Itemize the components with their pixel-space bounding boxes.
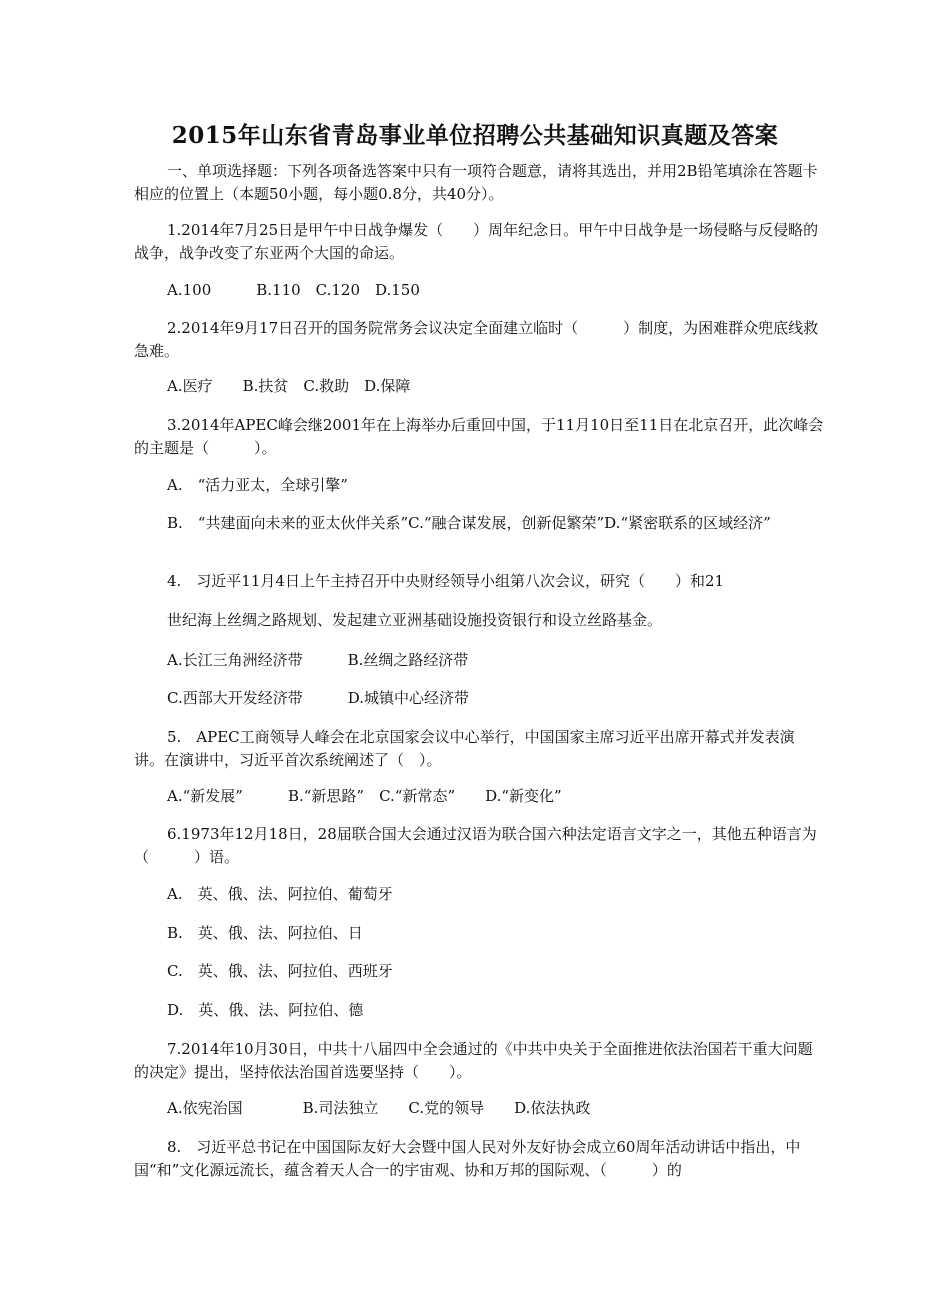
question-5-stem: 5. APEC工商领导人峰会在北京国家会议中心举行，中国国家主席习近平出席开幕式并发表演讲。在演讲中，习近平首次系统阐述了（ ）。: [134, 728, 795, 769]
question-1-options: A.100 B.110 C.120 D.150: [167, 281, 420, 299]
question-4-stem-line2: 世纪海上丝绸之路规划、发起建立亚洲基础设施投资银行和设立丝路基金。: [167, 611, 663, 629]
question-4-options-ab: A.长江三角洲经济带 B.丝绸之路经济带: [167, 651, 469, 669]
question-6-stem: 6.1973年12月18日，28届联合国大会通过汉语为联合国六种法定语言文字之一，其他五种语言为（ ）语。: [134, 825, 817, 866]
question-4-stem-line1: 4. 习近平11月4日上午主持召开中央财经领导小组第八次会议，研究（ ）和21: [167, 572, 725, 590]
question-4-options-cd: C.西部大开发经济带 D.城镇中心经济带: [167, 689, 469, 707]
document-title: 2015年山东省青岛事业单位招聘公共基础知识真题及答案: [171, 122, 779, 149]
question-2-stem: 2.2014年9月17日召开的国务院常务会议决定全面建立临时（ ）制度，为困难群众兜底线救急难。: [134, 319, 819, 360]
question-6-option-d: D. 英、俄、法、阿拉伯、德: [167, 1001, 364, 1019]
question-7-stem: 7.2014年10月30日，中共十八届四中全会通过的《中共中央关于全面推进依法治国若干重大问题的决定》提出，坚持依法治国首选要坚持（ ）。: [134, 1040, 813, 1081]
question-1-stem: 1.2014年7月25日是甲午中日战争爆发（ ）周年纪念日。甲午中日战争是一场侵略与反侵略的战争，战争改变了东亚两个大国的命运。: [134, 221, 819, 262]
question-3-options-bcd: B. “共建面向未来的亚太伙伴关系”C.“融合谋发展，创新促繁荣”D.“紧密联系的区域经济”: [167, 514, 771, 532]
question-6-option-b: B. 英、俄、法、阿拉伯、日: [167, 924, 363, 942]
question-2-options: A.医疗 B.扶贫 C.救助 D.保障: [167, 377, 411, 395]
question-6-option-c: C. 英、俄、法、阿拉伯、西班牙: [167, 962, 393, 980]
question-5-options: A.“新发展” B.“新思路” C.“新常态” D.“新变化”: [167, 787, 562, 805]
question-6-option-a: A. 英、俄、法、阿拉伯、葡萄牙: [167, 885, 393, 903]
question-3-stem: 3.2014年APEC峰会继2001年在上海举办后重回中国，于11月10日至11日在北京召开，此次峰会的主题是（ ）。: [134, 416, 824, 457]
question-3-option-a: A. “活力亚太，全球引擎”: [167, 476, 348, 494]
question-7-options: A.依宪治国 B.司法独立 C.党的领导 D.依法执政: [167, 1099, 591, 1117]
instructions: 一、单项选择题：下列各项备选答案中只有一项符合题意，请将其选出，并用2B铅笔填涂在答题卡相应的位置上（本题50小题，每小题0.8分，共40分）。: [134, 162, 818, 203]
question-8-stem: 8. 习近平总书记在中国国际友好大会暨中国人民对外友好协会成立60周年活动讲话中指出，中国“和”文化源远流长，蕴含着天人合一的宇宙观、协和万邦的国际观、（ ）的: [134, 1138, 801, 1179]
